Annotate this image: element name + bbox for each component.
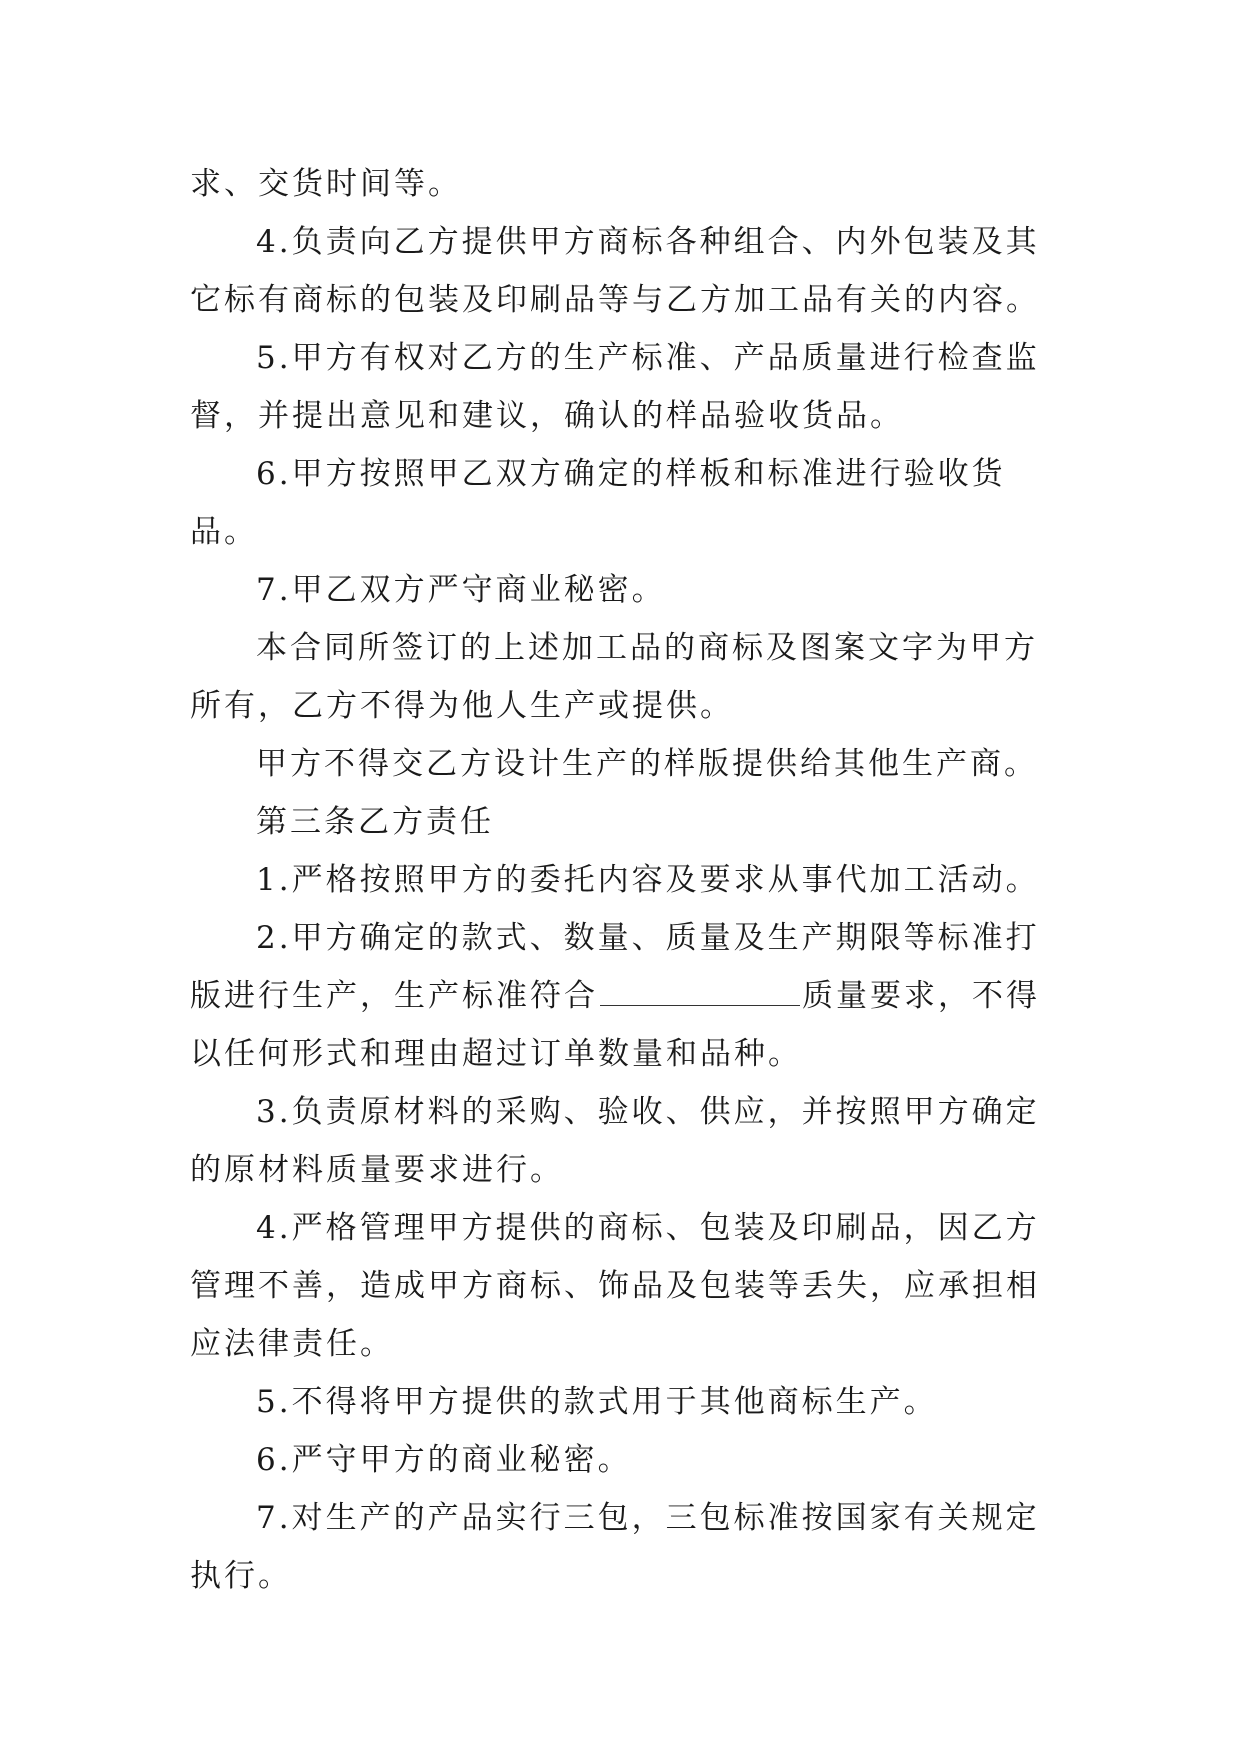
paragraph-party-b-item-3: 3.负责原材料的采购、验收、供应，并按照甲方确定的原材料质量要求进行。: [190, 1094, 1040, 1188]
standard-blank-line: [600, 977, 800, 1006]
paragraph-party-a-item-7: 7.甲乙双方严守商业秘密。: [256, 572, 666, 608]
paragraph-trademark-ownership: 本合同所签订的上述加工品的商标及图案文字为甲方所有，乙方不得为他人生产或提供。: [190, 630, 1038, 724]
paragraph-party-a-item-6: 6.甲方按照甲乙双方确定的样板和标准进行验收货品。: [190, 456, 1006, 550]
paragraph-continuation: 求、交货时间等。: [190, 166, 462, 202]
paragraph-party-b-item-2-before: 2.甲方确定的款式、数量、质量及生产期限等标准打版进行生产，生产标准符合: [190, 920, 1040, 1014]
paragraph-party-b-item-2-after: 质量要求，不得以任何形式和理由超过订单数量和品种。: [190, 978, 1040, 1072]
paragraph-party-a-item-5: 5.甲方有权对乙方的生产标准、产品质量进行检查监督，并提出意见和建议，确认的样品验收货品。: [190, 340, 1040, 434]
paragraph-party-b-item-2: [190, 909, 1070, 1083]
paragraph-sample-restriction: 甲方不得交乙方设计生产的样版提供给其他生产商。: [256, 746, 1038, 782]
paragraph-party-b-item-4: 4.严格管理甲方提供的商标、包装及印刷品，因乙方管理不善，造成甲方商标、饰品及包装等丢失，应承担相应法律责任。: [190, 1210, 1040, 1362]
paragraph-party-b-item-1: 1.严格按照甲方的委托内容及要求从事代加工活动。: [256, 862, 1040, 898]
paragraph-party-b-item-5: 5.不得将甲方提供的款式用于其他商标生产。: [256, 1384, 938, 1420]
paragraph-party-b-item-7: 7.对生产的产品实行三包，三包标准按国家有关规定执行。: [190, 1500, 1040, 1594]
paragraph-party-b-item-6: 6.严守甲方的商业秘密。: [256, 1442, 632, 1478]
section-heading-party-b: 第三条乙方责任: [256, 804, 494, 840]
contract-body: [190, 155, 1070, 1605]
paragraph-party-a-item-4: 4.负责向乙方提供甲方商标各种组合、内外包装及其它标有商标的包装及印刷品等与乙方加工品有关的内容。: [190, 224, 1040, 318]
